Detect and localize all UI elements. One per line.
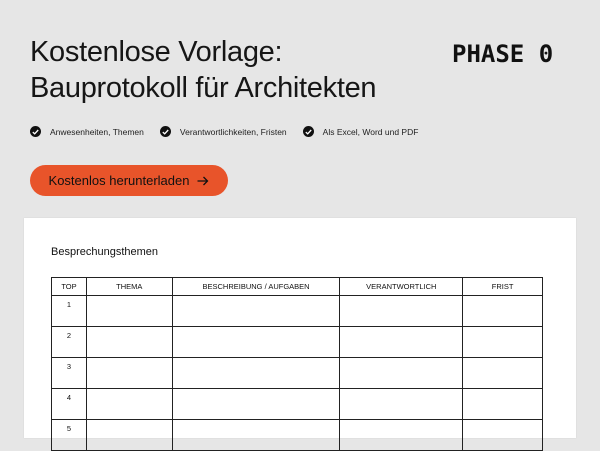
table-cell [340,358,463,389]
table-cell [172,327,340,358]
table-cell [463,296,543,327]
table-cell [463,327,543,358]
column-header-frist: FRIST [463,278,543,296]
table-row [52,420,543,451]
feature-item [30,126,144,137]
feature-item [303,126,419,137]
feature-label: Verantwortlichkeiten, Fristen [179,126,287,137]
table-cell [172,420,340,451]
row-number: 3 [52,358,87,389]
table-header-row [52,278,543,296]
column-header-thema: THEMA [86,278,172,296]
table-row [52,389,543,420]
table-cell [86,358,172,389]
document-title: Besprechungsthemen [51,246,159,258]
arrow-right-icon [197,176,209,186]
protocol-table [51,277,543,451]
download-button-label: Kostenlos herunterladen [48,173,190,188]
table-cell [463,420,543,451]
table-cell [86,389,172,420]
table-cell [340,420,463,451]
table-row [52,296,543,327]
feature-list [30,126,434,137]
row-number: 1 [52,296,87,327]
table-row [52,358,543,389]
table-cell [340,327,463,358]
table-cell [172,358,340,389]
table-cell [463,358,543,389]
row-number: 4 [52,389,87,420]
feature-item [160,126,287,137]
table-cell [86,420,172,451]
table-cell [172,389,340,420]
check-circle-icon [160,126,171,137]
table-row [52,327,543,358]
headline-line-2: Bauprotokoll für Architekten [30,72,377,104]
feature-label: Als Excel, Word und PDF [322,126,419,137]
document-preview [24,218,576,438]
column-header-top: TOP [52,278,87,296]
table-cell [86,296,172,327]
column-header-verantwortlich: VERANTWORTLICH [340,278,463,296]
download-button[interactable] [30,165,228,196]
page-headline [30,34,376,106]
table-cell [86,327,172,358]
column-header-beschreibung: BESCHREIBUNG / AUFGABEN [172,278,340,296]
row-number: 5 [52,420,87,451]
check-circle-icon [30,126,41,137]
brand-logo: PHASE 0 [452,40,554,68]
table-cell [172,296,340,327]
table-cell [463,389,543,420]
feature-label: Anwesenheiten, Themen [50,126,144,137]
headline-line-1: Kostenlose Vorlage: [30,36,283,68]
check-circle-icon [303,126,314,137]
row-number: 2 [52,327,87,358]
table-cell [340,389,463,420]
table-cell [340,296,463,327]
